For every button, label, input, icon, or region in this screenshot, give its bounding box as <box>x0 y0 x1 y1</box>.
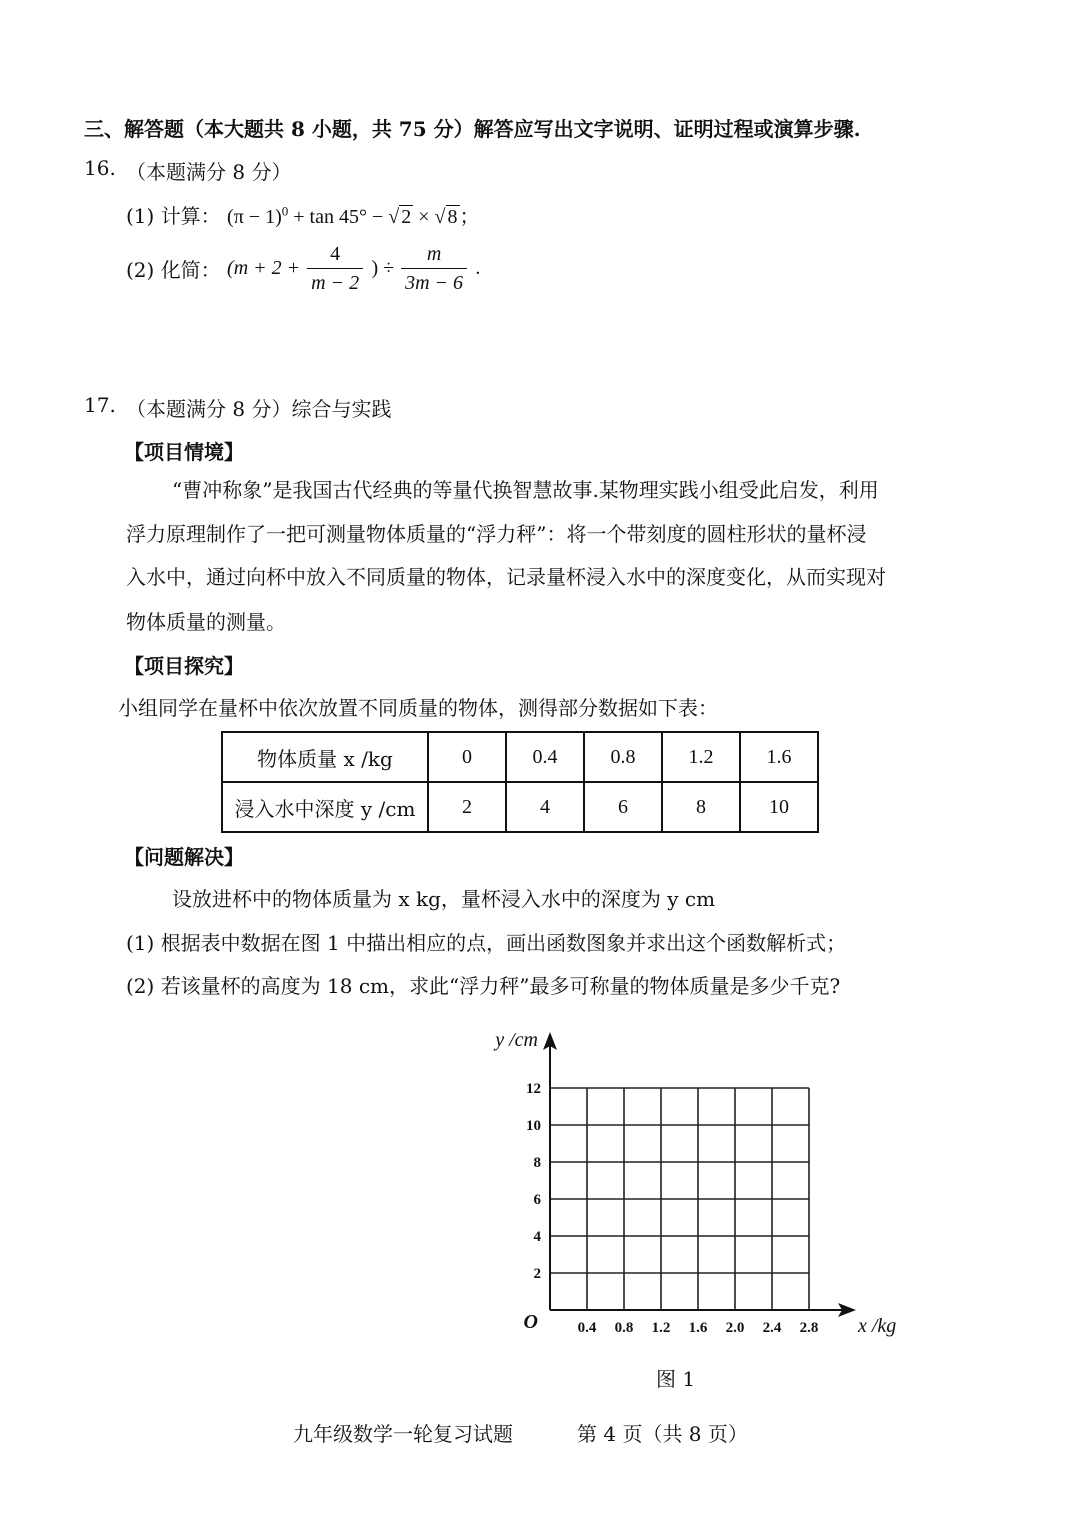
y-tick-label: 10 <box>526 1118 541 1134</box>
y-tick-label: 4 <box>533 1229 541 1245</box>
figure-caption: 图 1 <box>656 1367 696 1391</box>
table-cell: 0 <box>428 732 506 782</box>
table-cell: 1.2 <box>662 732 740 782</box>
x-tick-label: 1.6 <box>688 1320 708 1336</box>
x-tick-label: 0.8 <box>614 1320 634 1336</box>
table-cell: 6 <box>584 782 662 832</box>
x-tick-label: 2.4 <box>762 1320 782 1336</box>
context-line-1: “曹冲称象”是我国古代经典的等量代换智慧故事.某物理实践小组受此启发，利用 <box>172 478 879 502</box>
fraction-2: $\frac{m}{3m - 6}$ <box>401 240 467 297</box>
fraction-1: $\frac{4}{m - 2}$ <box>307 240 363 297</box>
q16-part2-label: (2) 化简： <box>126 258 221 282</box>
q16-part2: (2) 化简： (m + 2 + $\frac{4}{m - 2}$ ) ÷ $\frac{m}{3m - 6}$ . <box>126 240 480 297</box>
section-heading: 三、解答题（本大题共 8 小题，共 75 分）解答应写出文字说明、证明过程或演算步骤. <box>84 117 861 141</box>
y-tick-label: 12 <box>526 1081 541 1097</box>
q16-number: 16. <box>84 156 116 180</box>
table-row-label-depth: 浸入水中深度 y /cm <box>222 782 428 832</box>
x-tick-label: 2.8 <box>799 1320 819 1336</box>
solve-title: 【问题解决】 <box>124 845 244 869</box>
footer-page-number: 第 4 页（共 8 页） <box>577 1422 748 1446</box>
y-axis-label: y /cm <box>495 1029 538 1051</box>
table-cell: 10 <box>740 782 818 832</box>
context-line-3: 入水中，通过向杯中放入不同质量的物体，记录量杯浸入水中的深度变化，从而实现对 <box>126 565 886 589</box>
table-row-label-mass: 物体质量 x /kg <box>222 732 428 782</box>
table-cell: 2 <box>428 782 506 832</box>
context-line-2: 浮力原理制作了一把可测量物体质量的“浮力秤”：将一个带刻度的圆柱形状的量杯浸 <box>126 522 867 546</box>
x-tick-label: 1.2 <box>651 1320 671 1336</box>
table-cell: 0.8 <box>584 732 662 782</box>
explore-text: 小组同学在量杯中依次放置不同质量的物体，测得部分数据如下表： <box>118 696 718 720</box>
table-cell: 4 <box>506 782 584 832</box>
y-tick-label: 2 <box>533 1266 541 1282</box>
q16-header: （本题满分 8 分） <box>126 160 292 184</box>
table-cell: 0.4 <box>506 732 584 782</box>
x-tick-label: 2.0 <box>725 1320 745 1336</box>
origin-label: O <box>523 1311 538 1333</box>
table-cell: 1.6 <box>740 732 818 782</box>
q17-number: 17. <box>84 393 116 417</box>
solve-question-2: (2) 若该量杯的高度为 18 cm，求此“浮力秤”最多可称量的物体质量是多少千克? <box>126 974 841 998</box>
q16-part1-label: (1) 计算： <box>126 204 221 228</box>
footer-exam-title: 九年级数学一轮复习试题 <box>293 1422 513 1446</box>
solve-question-1: (1) 根据表中数据在图 1 中描出相应的点，画出函数图象并求出这个函数解析式； <box>126 931 847 955</box>
x-axis-label: x /kg <box>858 1315 897 1337</box>
x-tick-label: 0.4 <box>577 1320 597 1336</box>
context-line-4: 物体质量的测量。 <box>126 610 286 634</box>
y-tick-label: 8 <box>533 1155 541 1171</box>
table-cell: 8 <box>662 782 740 832</box>
solve-intro: 设放进杯中的物体质量为 x kg，量杯浸入水中的深度为 y cm <box>172 887 716 911</box>
context-title: 【项目情境】 <box>124 440 244 464</box>
y-tick-label: 6 <box>533 1192 541 1208</box>
q16-part1-expr: $(\pi - 1)^0 + \tan 45^\circ$ − √ 2 × √ 8 ； <box>227 203 480 228</box>
explore-title: 【项目探究】 <box>124 654 244 678</box>
q17-header: （本题满分 8 分）综合与实践 <box>126 397 392 421</box>
